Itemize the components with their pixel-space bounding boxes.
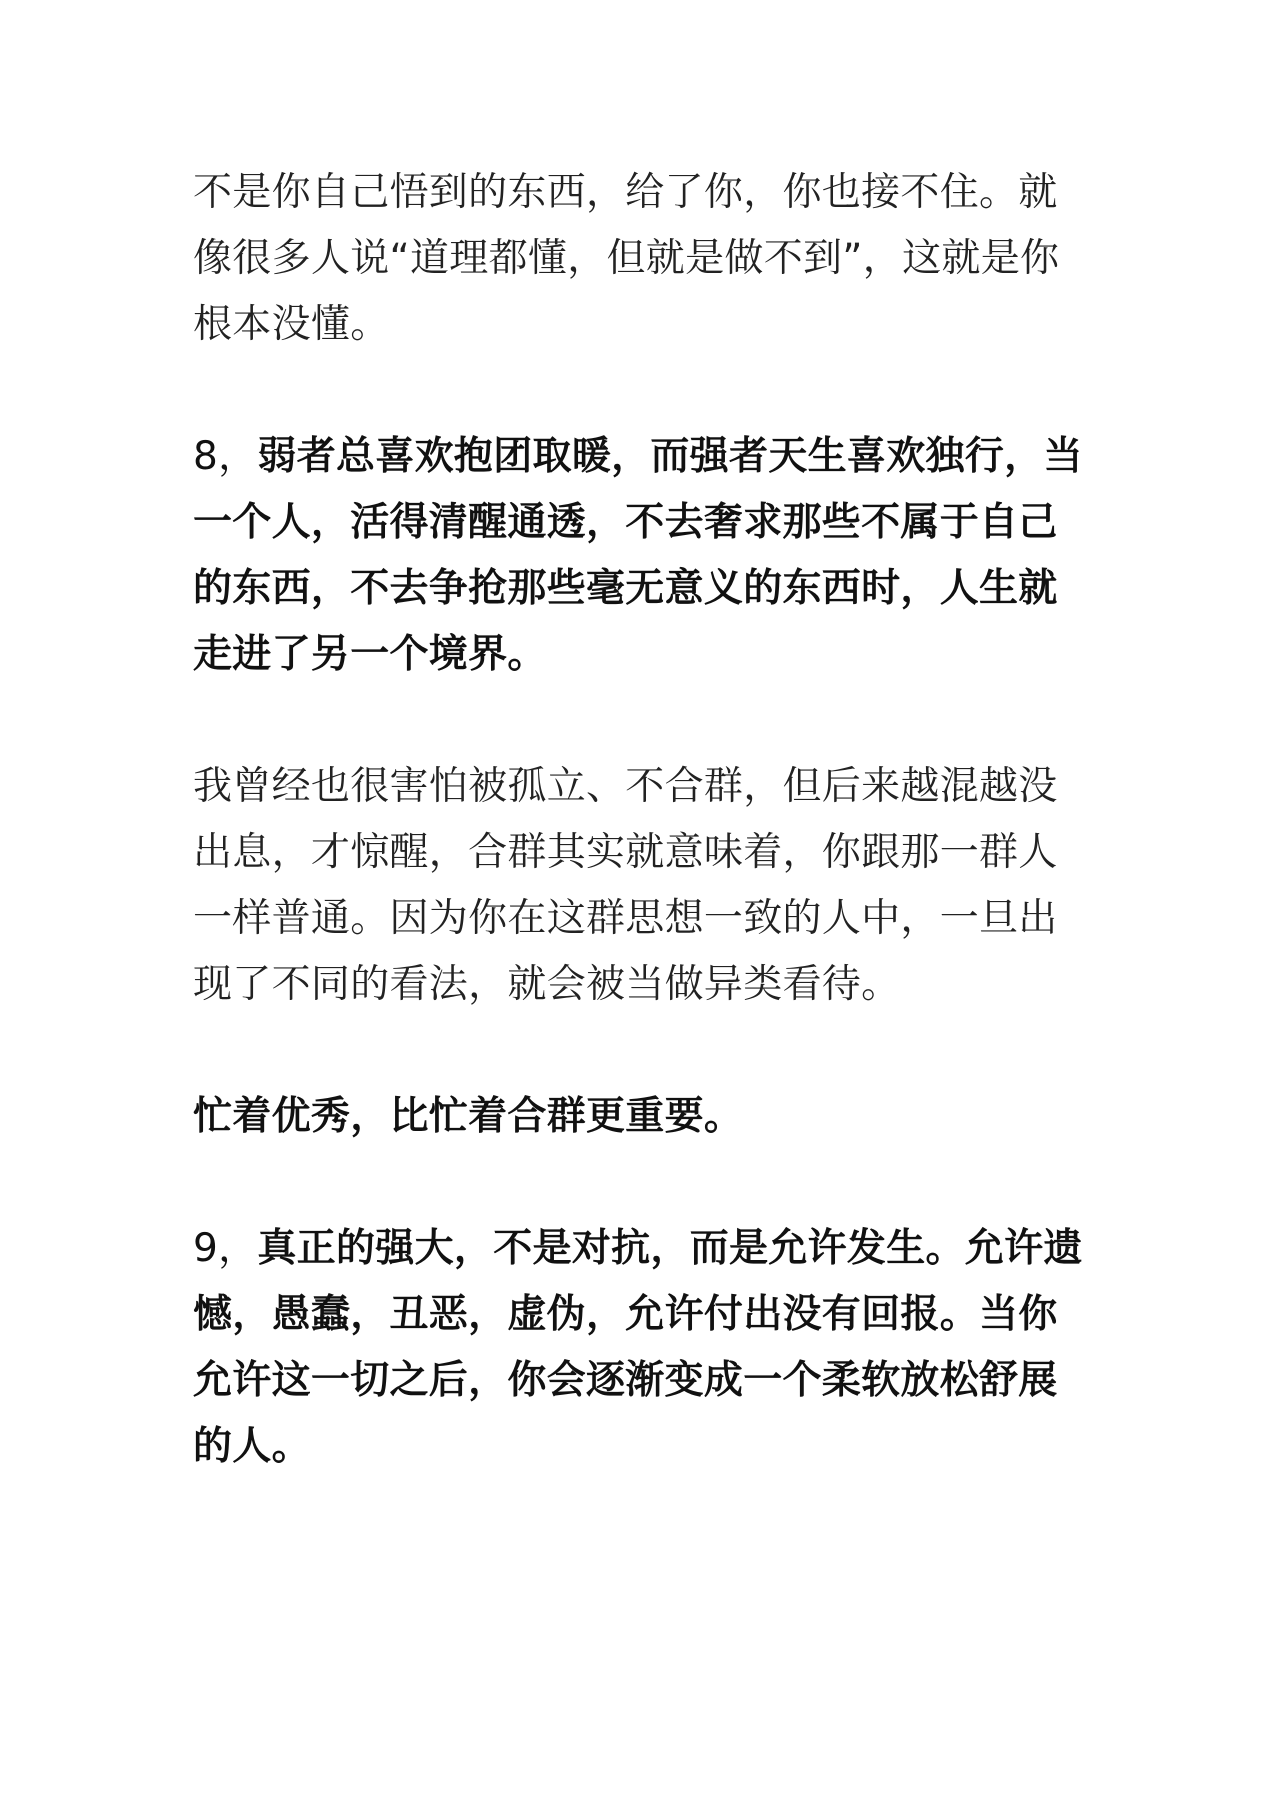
paragraph-gap [193,1150,1088,1216]
paragraph-4-text: 忙着优秀，比忙着合群更重要。 [193,1094,744,1139]
article-body [193,160,1088,1480]
paragraph-3 [193,754,1088,1018]
paragraph-3-text: 我曾经也很害怕被孤立、不合群，但后来越混越没出息，才惊醒，合群其实就意味着，你跟那一群人一样普通。因为你在这群思想一致的人中，一旦出现了不同的看法，就会被当做异类看待。 [193,764,1058,1007]
paragraph-5-point-9 [193,1216,1088,1480]
paragraph-gap [193,688,1088,754]
paragraph-2-point-8 [193,424,1088,688]
paragraph-2-text: 弱者总喜欢抱团取暖，而强者天生喜欢独行，当一个人，活得清醒通透，不去奢求那些不属于自己的东西，不去争抢那些毫无意义的东西时，人生就走进了另一个境界。 [193,434,1083,677]
paragraph-1-text: 不是你自己悟到的东西，给了你，你也接不住。就像很多人说“道理都懂，但就是做不到”，这就是你根本没懂。 [193,170,1060,347]
point-number-9: 9， [193,1226,258,1271]
paragraph-5-text: 真正的强大，不是对抗，而是允许发生。允许遗憾，愚蠢，丑恶，虚伪，允许付出没有回报。当你允许这一切之后，你会逐渐变成一个柔软放松舒展的人。 [193,1226,1083,1469]
paragraph-1 [193,160,1088,358]
point-number-8: 8， [193,434,258,479]
paragraph-4 [193,1084,1088,1150]
paragraph-gap [193,358,1088,424]
paragraph-gap [193,1018,1088,1084]
